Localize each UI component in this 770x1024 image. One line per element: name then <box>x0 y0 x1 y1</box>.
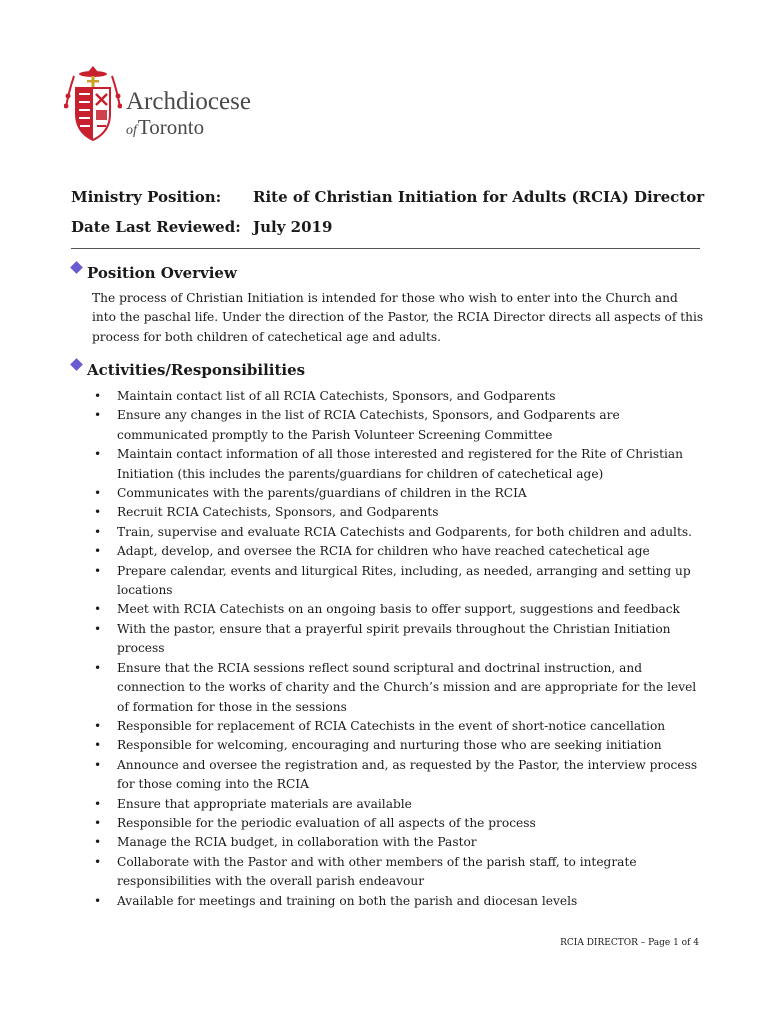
list-item <box>92 833 704 852</box>
coat-of-arms-icon <box>64 64 122 144</box>
list-item <box>92 542 704 561</box>
activities-heading-text: Activities/Responsibilities <box>87 361 306 379</box>
bullet-icon: • <box>94 563 102 578</box>
list-item-text: Available for meetings and training on both the parish and diocesan levels <box>117 893 578 908</box>
ministry-position-row <box>71 182 711 212</box>
list-item <box>92 484 704 503</box>
list-item-text: Responsible for the periodic evaluation of all aspects of the process <box>117 815 536 830</box>
list-item <box>92 600 704 619</box>
list-item-text: Ensure that the RCIA sessions reflect sound scriptural and doctrinal instruction, and connection to the works of charity and the Church’s mission and are appropriate for the level of formation for those in the sessions <box>117 660 697 714</box>
bullet-icon: • <box>94 660 102 675</box>
bullet-icon: • <box>94 408 102 423</box>
list-item <box>92 795 704 814</box>
list-item <box>92 853 704 892</box>
list-item <box>92 736 704 755</box>
list-item <box>92 892 704 911</box>
list-item-text: Adapt, develop, and oversee the RCIA for children who have reached catechetical age <box>117 544 650 559</box>
activities-list <box>92 387 704 911</box>
list-item <box>92 717 704 736</box>
header-divider <box>71 248 700 249</box>
ministry-position-value: Rite of Christian Initiation for Adults (RCIA) Director <box>253 188 705 206</box>
logo-text-archdiocese: Archdiocese <box>126 88 251 115</box>
bullet-icon: • <box>94 757 102 772</box>
bullet-icon: • <box>94 815 102 830</box>
list-item <box>92 659 704 717</box>
position-overview-text: The process of Christian Initiation is intended for those who wish to enter into the Church and into the paschal life. Under the direction of the Pastor, the RCIA Director directs all aspects of this process for both children of catechetical age and adults. <box>92 291 704 344</box>
list-item-text: Train, supervise and evaluate RCIA Catechists and Godparents, for both children and adults. <box>117 524 692 539</box>
bullet-icon: • <box>94 718 102 733</box>
bullet-icon: • <box>94 524 102 539</box>
diamond-bullet-icon <box>70 261 83 274</box>
bullet-icon: • <box>94 738 102 753</box>
page-footer: RCIA DIRECTOR – Page 1 of 4 <box>560 938 699 948</box>
bullet-icon: • <box>94 796 102 811</box>
bullet-icon: • <box>94 602 102 617</box>
list-item-text: Responsible for welcoming, encouraging and nurturing those who are seeking initiation <box>117 738 662 753</box>
logo-text-of: of <box>126 123 137 138</box>
list-item-text: Manage the RCIA budget, in collaboration with the Pastor <box>117 835 477 850</box>
list-item <box>92 503 704 522</box>
list-item-text: With the pastor, ensure that a prayerful spirit prevails throughout the Christian Initiation process <box>117 621 671 656</box>
bullet-icon: • <box>94 505 102 520</box>
list-item <box>92 620 704 659</box>
list-item-text: Ensure any changes in the list of RCIA Catechists, Sponsors, and Godparents are communicated promptly to the Parish Volunteer Screening Committee <box>117 408 620 442</box>
bullet-icon: • <box>94 621 102 636</box>
diamond-bullet-icon <box>70 358 83 371</box>
list-item-text: Responsible for replacement of RCIA Catechists in the event of short-notice cancellation <box>117 718 666 733</box>
logo-text-toronto <box>126 115 204 140</box>
list-item <box>92 445 704 484</box>
bullet-icon: • <box>94 854 102 869</box>
list-item <box>92 756 704 795</box>
bullet-icon: • <box>94 544 102 559</box>
date-reviewed-value: July 2019 <box>253 218 333 236</box>
list-item <box>92 562 704 601</box>
list-item-text: Maintain contact information of all those interested and registered for the Rite of Christian Initiation (this includes the parents/guardians for children of catechetical age) <box>117 447 684 481</box>
position-overview-heading-text: Position Overview <box>87 264 237 282</box>
list-item <box>92 523 704 542</box>
list-item <box>92 814 704 833</box>
ministry-position-label: Ministry Position: <box>71 188 222 206</box>
list-item-text: Maintain contact list of all RCIA Catechists, Sponsors, and Godparents <box>117 389 556 403</box>
list-item-text: Ensure that appropriate materials are available <box>117 796 412 811</box>
list-item-text: Meet with RCIA Catechists on an ongoing basis to offer support, suggestions and feedback <box>117 602 680 617</box>
list-item-text: Prepare calendar, events and liturgical Rites, including, as needed, arranging and setting up locations <box>117 563 691 598</box>
list-item-text: Recruit RCIA Catechists, Sponsors, and Godparents <box>117 505 439 520</box>
date-reviewed-row <box>71 212 711 242</box>
list-item-text: Collaborate with the Pastor and with other members of the parish staff, to integrate responsibilities with the overall parish endeavour <box>117 854 637 889</box>
bullet-icon: • <box>94 835 102 850</box>
document-meta <box>71 182 711 242</box>
list-item <box>92 406 704 445</box>
bullet-icon: • <box>94 486 102 501</box>
list-item-text: Announce and oversee the registration and, as requested by the Pastor, the interview process for those coming into the RCIA <box>117 757 698 792</box>
logo-text-city: Toronto <box>137 115 205 139</box>
bullet-icon: • <box>94 447 102 462</box>
activities-heading <box>72 361 305 379</box>
bullet-icon: • <box>94 893 102 908</box>
position-overview-heading <box>72 264 237 282</box>
list-item-text: Communicates with the parents/guardians of children in the RCIA <box>117 486 527 501</box>
date-reviewed-label: Date Last Reviewed: <box>71 218 241 236</box>
bullet-icon: • <box>94 389 102 403</box>
list-item <box>92 387 704 406</box>
archdiocese-logo <box>64 64 254 144</box>
